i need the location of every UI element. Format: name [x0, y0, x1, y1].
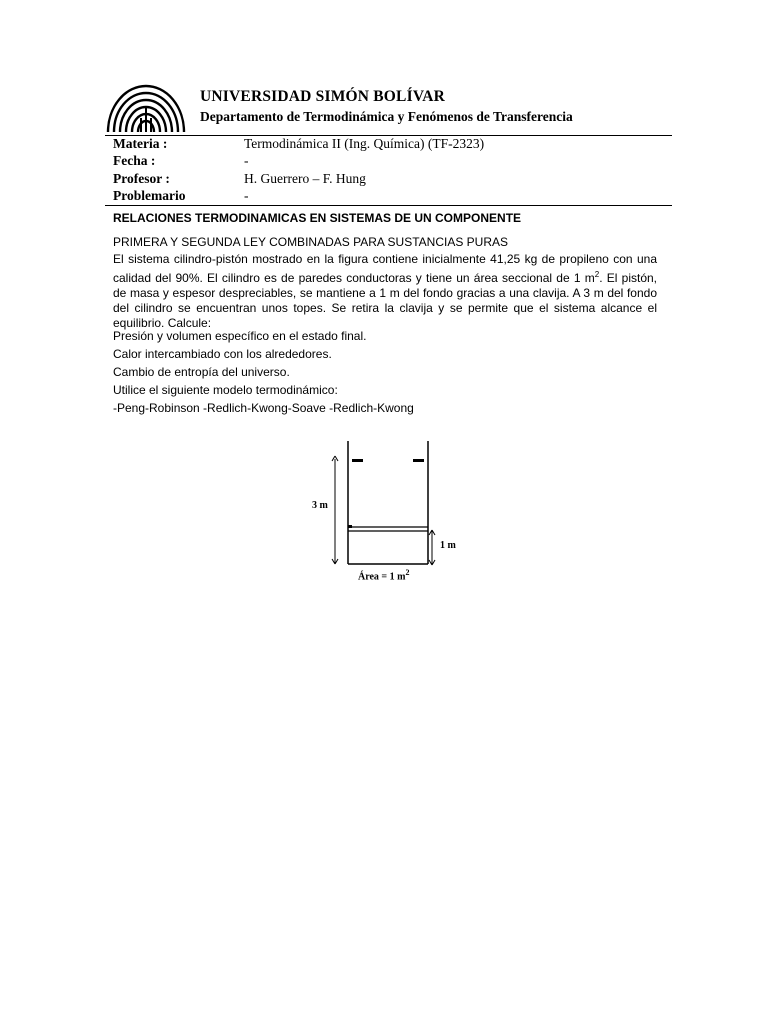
problem-text-part2: . El pistón, de masa y espesor despreciables, se mantiene a 1 m del fondo gracias a una clavija. A 3 m del fondo del cilindro se encuentran unos topes. Se retira la clavija y se permite que el sistema alcance el equilibrio. Calcule: — [113, 271, 657, 330]
area-label — [358, 568, 409, 582]
area-superscript: 2 — [405, 568, 410, 577]
list-item: Presión y volumen específico en el estado final. — [113, 329, 367, 343]
info-value: - — [244, 188, 249, 203]
area-text: Área = 1 m — [358, 571, 406, 583]
university-name: UNIVERSIDAD SIMÓN BOLÍVAR — [200, 88, 446, 105]
document-header — [105, 78, 672, 134]
info-value: Termodinámica II (Ing. Química) (TF-2323) — [244, 136, 485, 151]
list-item: -Peng-Robinson -Redlich-Kwong-Soave -Redlich-Kwong — [113, 401, 414, 415]
info-value: - — [244, 153, 249, 168]
height-1m-label: 1 m — [440, 540, 456, 551]
list-item: Utilice el siguiente modelo termodinámico: — [113, 383, 338, 397]
info-value: H. Guerrero – F. Hung — [244, 171, 366, 186]
department-name: Departamento de Termodinámica y Fenómenos de Transferencia — [200, 109, 573, 124]
info-label: Materia : — [113, 136, 168, 151]
info-divider — [105, 205, 672, 206]
cylinder-diagram — [290, 436, 470, 586]
university-logo — [105, 78, 187, 134]
list-item: Cambio de entropía del universo. — [113, 365, 290, 379]
info-label: Profesor : — [113, 171, 170, 186]
section-subtitle: PRIMERA Y SEGUNDA LEY COMBINADAS PARA SUSTANCIAS PURAS — [113, 235, 509, 249]
problem-text-part1: El sistema cilindro-pistón mostrado en la figura contiene inicialmente 41,25 kg de propileno con una calidad del 90%. El cilindro es de paredes conductoras y tiene un área seccional de 1 m — [113, 252, 657, 285]
section-title: RELACIONES TERMODINAMICAS EN SISTEMAS DE UN COMPONENTE — [113, 211, 522, 225]
superscript: 2 — [594, 270, 600, 279]
info-label: Problemario — [113, 188, 186, 203]
height-3m-label: 3 m — [312, 500, 328, 511]
info-label: Fecha : — [113, 153, 156, 168]
cylinder-piston-figure — [290, 436, 470, 586]
list-item: Calor intercambiado con los alrededores. — [113, 347, 332, 361]
problem-statement — [113, 252, 657, 331]
